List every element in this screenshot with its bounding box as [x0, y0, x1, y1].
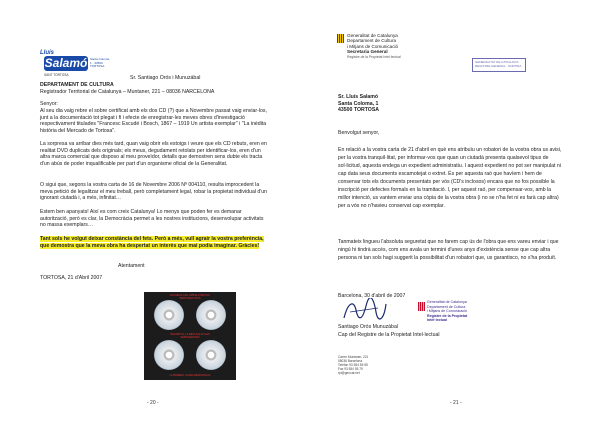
- cd-disc-icon: [196, 300, 226, 330]
- paragraph-1: Al seu dia vaig rebre el sobre certificat amb els dos CD (?) que a Novembre passat vaig enviar-los, junt a la documentació tot plegat i fi i efecte de enregistrar-les meves obres d'investigació respectivament titulades "Francesc Escudé i Bosch, 1867 – 1919 Un artista exemplar" i "La inèdita història del Mercado de Tortosa".: [40, 108, 267, 134]
- recipient-line: Sr. Santiago Orós i Munuzábal: [130, 75, 201, 81]
- logo-main-text: Salamó: [44, 56, 88, 70]
- header-block: [347, 33, 401, 60]
- paragraph-1: En relació a la vostra carta de 21 d'abril en què ens atribuïu un robatori de la vostra obra us avisi, per la vostra tranquil·litat, per informar-vos que quan un ciutadà presenta qualsevol tipus de sol·licitud, aquesta endega un expedient administratiu. I aquest expedient no pot ser manipulat ni cap data seus documents escamotejat o extret. És per aquesta raó que havíem i hem de conservar tots els documents presentats per vós (CD's inclosos) encara que no fos possible la inscripció per defectes formals en la tramitació. I, per aquest raó, per compensar-vos, amb la millor intenció, us vantem enviar una còpia de la vostra obra (i no se n'ha fet ni es farà cap altra) per a vós no n'havieu conservat cap exemplar.: [338, 147, 562, 209]
- highlighted-paragraph: [40, 236, 268, 249]
- logo-small-text: Lluís: [40, 50, 55, 56]
- header-line-3: i Mitjans de Comunicació: [347, 43, 399, 49]
- reply-date: Barcelona, 30 d'abril de 2007: [338, 293, 406, 299]
- recipient-city: 43500 TORTOSA: [338, 107, 380, 113]
- footer-line: rpi@gencat.net: [338, 371, 360, 375]
- seal-crest-icon: [418, 302, 425, 311]
- cd-disc-icon: [154, 300, 184, 330]
- paragraph-4: Estem ben apanyats! Així es com creix Catalunya! Lo menys que poden fer es demanar autorització, però es clar, la Democràcia permet a les nostres institucions, desenvolupar activitats no massa exemplars…: [40, 209, 264, 228]
- header-line-4: Secretaria General: [347, 49, 388, 55]
- closing: Atentament: [118, 263, 145, 269]
- cd-disc-icon: [154, 340, 184, 370]
- seal-line-1: Generalitat de Catalunya: [427, 300, 467, 304]
- header-line-2: Departament de Cultura: [347, 38, 397, 44]
- footer-line: Fax 93 554 55 79: [338, 367, 363, 371]
- page-number: - 20 -: [147, 400, 159, 406]
- logo-address: Santa Coloma, 1 · 43500 TORTOSA: [90, 57, 110, 69]
- right-page: [300, 0, 600, 424]
- seal-text: [427, 300, 488, 323]
- signer-title: Cap del Registre de la Propietat Intel·lectual: [338, 332, 440, 338]
- paragraph-2: La sorpresa va arribar dies més tard, quan vaig obrir els estoigs i veure que els CD rebuts, eren en realitat DVD duplicats dels originals; els meus, degudament retolats per identificar-los, eren d'un altra marca comercial que disposo al meu proveïdor, detalls que demostren sens dubte els tracta d'un abús de poder inqualificable per part d'un organisme oficial de la Generalitat.: [40, 141, 267, 167]
- cd-caption-mid: MAGNETOS, LA MEVA FAÇ EN LES DEPENDENCIES: [170, 333, 210, 339]
- logo-sub: SANT TORTOSA: [44, 73, 69, 77]
- cd-photo: [144, 292, 236, 380]
- recipient-name: Sr. Lluís Salamó: [338, 94, 379, 100]
- paragraph-2: Tanmateix lingueu l'absoluta seguretat que no farem cap ús de l'obra que ens vareu enviar i que ningú hi tindrà accés, com ens avala un termini d'unes anys d'existència sense que cap altra persona ni tan sols hagi suggerit la possibilitat d'un robatori que, us garantisco, no s'ha produït.: [338, 239, 559, 261]
- paragraph-3: O sigui que, segons la vostra carta de 16 de Novembre 2006 Nº 004110, resulta improcedent la meva petició de legalitzar el meu treball, però completament legal, robar la propietat individual d'un ignorant ciutadà i, a més, infinitat…: [40, 182, 268, 201]
- page-number: - 21 -: [450, 400, 462, 406]
- cd-caption-bottom: LA PRIMERA, ALIADA DEMOCRACIA: [169, 374, 211, 377]
- recipient-block: [338, 94, 379, 114]
- registry-stamp: GENERALITAT DE CATALUNYA · REGISTRE GENERAL · SORTIDA: [472, 58, 526, 72]
- footer-address: [338, 355, 368, 375]
- seal-line-3: i Mitjans de Comunicació: [427, 309, 467, 314]
- signer-name: Santiago Orós Munuzábal: [338, 324, 398, 330]
- greeting: Senyor:: [40, 101, 58, 107]
- official-seal: [418, 300, 488, 330]
- signature: [340, 298, 388, 324]
- catalonia-crest-icon: [337, 34, 344, 43]
- header-line-1: Generalitat de Catalunya: [347, 33, 398, 38]
- highlight-text: Tant sols he volgut deixar constància del fets. Però a més, vull agrair la vostra preferència, que demostra que la meva obra ha despertat un interès que mai podia imaginar. Gràcies!: [40, 236, 264, 249]
- footer-line: Telèfon 93 554 55 55: [338, 363, 368, 367]
- registry-line: Registrador Territorial de Catalunya – Muntaner, 221 – 08036 NARCELONA: [40, 89, 215, 95]
- salamo-logo: [40, 50, 110, 82]
- recipient-street: Santa Coloma, 1: [338, 100, 379, 107]
- header-line-5: Registre de la Propietat Intel·lectual: [347, 54, 401, 59]
- greeting: Benvolgut senyor,: [338, 130, 380, 136]
- seal-line-2: Departament de Cultura: [427, 304, 466, 309]
- department-title: DEPARTAMENT DE CULTURA: [40, 82, 114, 88]
- seal-line-4: Registre de la Propietat Intel·lectual: [427, 313, 468, 323]
- cd-disc-icon: [196, 340, 226, 370]
- footer-line: Carrer Muntaner, 221: [338, 355, 369, 359]
- footer-line: 08036 Barcelona: [338, 359, 363, 363]
- letter-date: TORTOSA, 21 d'Abril 2007: [40, 275, 103, 281]
- cd-caption-top: ELS MEUS CDS, AMB ELS RETOLS PERSONALITZATS: [170, 294, 210, 300]
